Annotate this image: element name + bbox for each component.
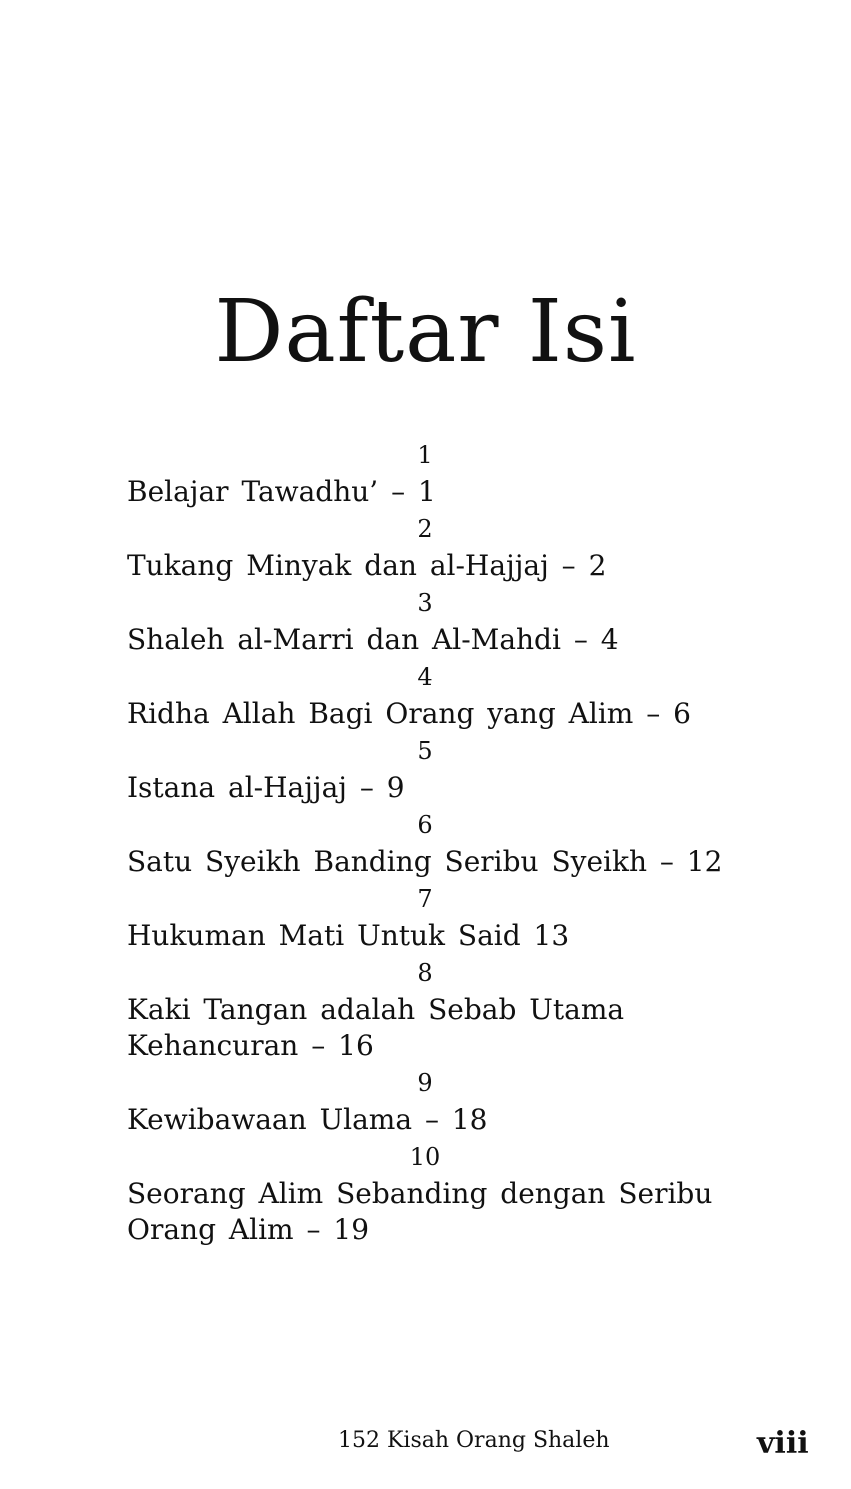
toc-chapter-9 [127,1064,807,1138]
chapter-number: 1 [417,441,433,469]
toc-chapter-1 [127,436,807,510]
chapter-title-continued: Orang Alim – 19 [127,1213,370,1246]
chapter-title: Istana al-Hajjaj – 9 [127,771,405,804]
toc-chapter-10 [127,1138,807,1248]
chapter-number: 8 [417,959,433,987]
table-of-contents [127,436,807,1248]
chapter-title: Hukuman Mati Untuk Said 13 [127,919,570,952]
toc-chapter-5 [127,732,807,806]
chapter-title: Kaki Tangan adalah Sebab Utama [127,993,625,1026]
chapter-title: Kewibawaan Ulama – 18 [127,1103,488,1136]
toc-chapter-6 [127,806,807,880]
chapter-title: Shaleh al-Marri dan Al-Mahdi – 4 [127,623,619,656]
chapter-number: 2 [417,515,433,543]
page-number: viii [757,1426,809,1461]
toc-chapter-2 [127,510,807,584]
chapter-number: 9 [417,1069,433,1097]
chapter-number: 10 [409,1143,441,1171]
toc-chapter-4 [127,658,807,732]
toc-chapter-3 [127,584,807,658]
toc-chapter-8 [127,954,807,1064]
page-title: Daftar Isi [214,282,637,382]
chapter-number: 6 [417,811,433,839]
chapter-title-continued: Kehancuran – 16 [127,1029,374,1062]
running-footer-book-title: 152 Kisah Orang Shaleh [338,1428,610,1453]
chapter-number: 3 [417,589,433,617]
chapter-number: 5 [417,737,433,765]
chapter-title: Ridha Allah Bagi Orang yang Alim – 6 [127,697,691,730]
chapter-number: 7 [417,885,433,913]
chapter-title: Seorang Alim Sebanding dengan Seribu [127,1177,713,1210]
chapter-title: Tukang Minyak dan al-Hajjaj – 2 [127,549,607,582]
chapter-number: 4 [417,663,433,691]
chapter-title: Belajar Tawadhu’ – 1 [127,475,436,508]
toc-chapter-7 [127,880,807,954]
chapter-title: Satu Syeikh Banding Seribu Syeikh – 12 [127,845,723,878]
